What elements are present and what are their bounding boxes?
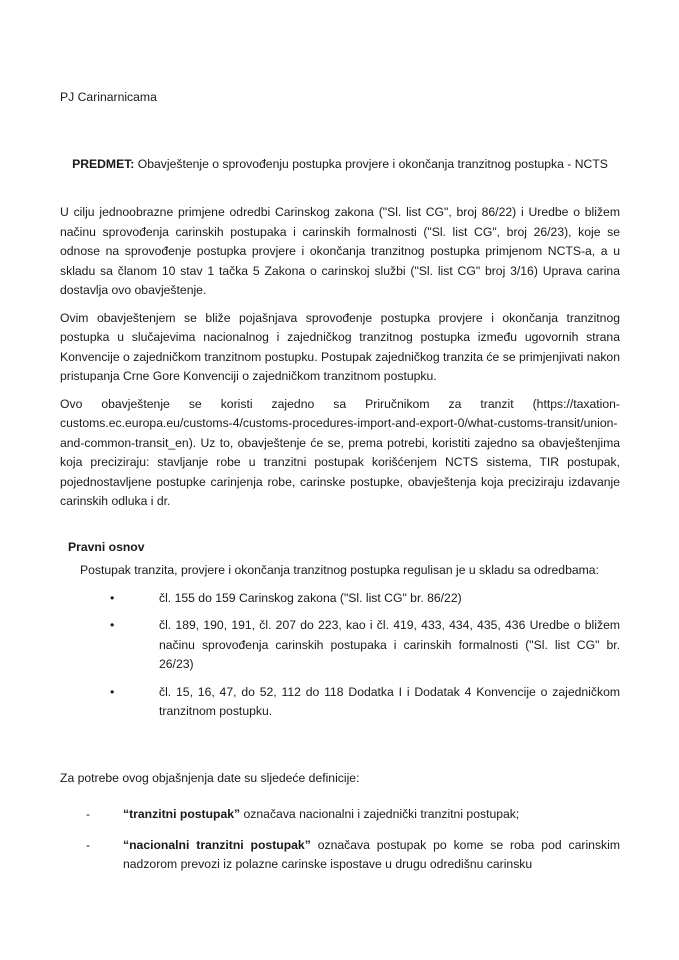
list-item: [86, 836, 620, 875]
definition-term: “nacionalni tranzitni postupak”: [123, 837, 311, 852]
subject-text: Obavještenje o sprovođenju postupka provjere i okončanja tranzitnog postupka - NCTS: [134, 156, 608, 171]
subject-label: PREDMET:: [72, 156, 135, 171]
subject-line: [60, 155, 620, 175]
definition-term: “tranzitni postupak”: [123, 807, 241, 821]
paragraph-1: U cilju jednoobrazne primjene odredbi Carinskog zakona ("Sl. list CG", broj 86/22) i Uredbe o bližem načinu sprovođenja carinskih postupaka i carinskih formalnosti ("Sl. list CG", broj 26/23), koje se odnose na sprovođenje postupka provjere i okončanja tranzitnog postupka primjenom NCTS-a, a u skladu sa članom 10 stav 1 tačka 5 Zakona o carinskoj službi ("Sl. list CG" broj 3/16) Uprava carina dostavlja ovo obavještenje.: [60, 205, 620, 297]
definition-text: označava postupak po kome se roba pod carinskim nadzorom prevozi iz polazne carinske ispostave u drugu odredišnu carinsku: [123, 837, 620, 871]
definitions-list: [60, 805, 620, 875]
addressee-line: PJ Carinarnicama: [60, 90, 157, 104]
definitions-section: [60, 769, 620, 875]
legal-basis-list: [60, 589, 620, 722]
list-item: • čl. 155 do 159 Carinskog zakona ("Sl. list CG" br. 86/22): [110, 589, 620, 609]
paragraph-3: Ovo obavještenje se koristi zajedno sa Priručnikom za tranzit (https://taxation-customs.ec.europa.eu/customs-4/customs-procedures-import-and-export-0/what-customs-transit/union-and-common-transit_en). Uz to, obavještenje će se, prema potrebi, koristiti zajedno sa obavještenjima koja preciziraju: stavljanje robe u tranzitni postupak korišćenjem NCTS sistema, TIR postupak, pojednostavljene postupke carinjenja robe, carinske postupke, obavještenja koja preciziraju izdavanje carinskih odluka i dr.: [60, 396, 620, 508]
list-item: • čl. 15, 16, 47, do 52, 112 do 118 Dodatka I i Dodatak 4 Konvencije o zajedničkom tranzitnom postupku.: [110, 683, 620, 722]
list-item: [86, 805, 620, 825]
legal-basis-lead: Postupak tranzita, provjere i okončanja tranzitnog postupka regulisan je u skladu sa odredbama:: [80, 563, 599, 577]
legal-basis-heading: Pravni osnov: [68, 539, 145, 554]
legal-basis-section: [60, 538, 620, 722]
definition-text: označava nacionalni i zajednički tranzitni postupak;: [240, 807, 520, 821]
definitions-intro: Za potrebe ovog objašnjenja date su sljedeće definicije:: [60, 770, 360, 785]
document-content: [60, 88, 620, 875]
paragraph-2: Ovim obavještenjem se bliže pojašnjava sprovođenje postupka provjere i okončanja tranzitnog postupka u slučajevima nacionalnog i zajedničkog tranzitnog postupka između ugovornih strana Konvencije o zajedničkom tranzitnom postupku. Postupak zajedničkog tranzita će se primjenjivati nakon pristupanja Crne Gore Konvenciji o zajedničkom tranzitnom postupku.: [60, 310, 620, 383]
list-item: • čl. 189, 190, 191, čl. 207 do 223, kao i čl. 419, 433, 434, 435, 436 Uredbe o bližem načinu sprovođenja carinskih postupaka i carinskih formalnosti ("Sl. list CG" br. 26/23): [110, 616, 620, 675]
